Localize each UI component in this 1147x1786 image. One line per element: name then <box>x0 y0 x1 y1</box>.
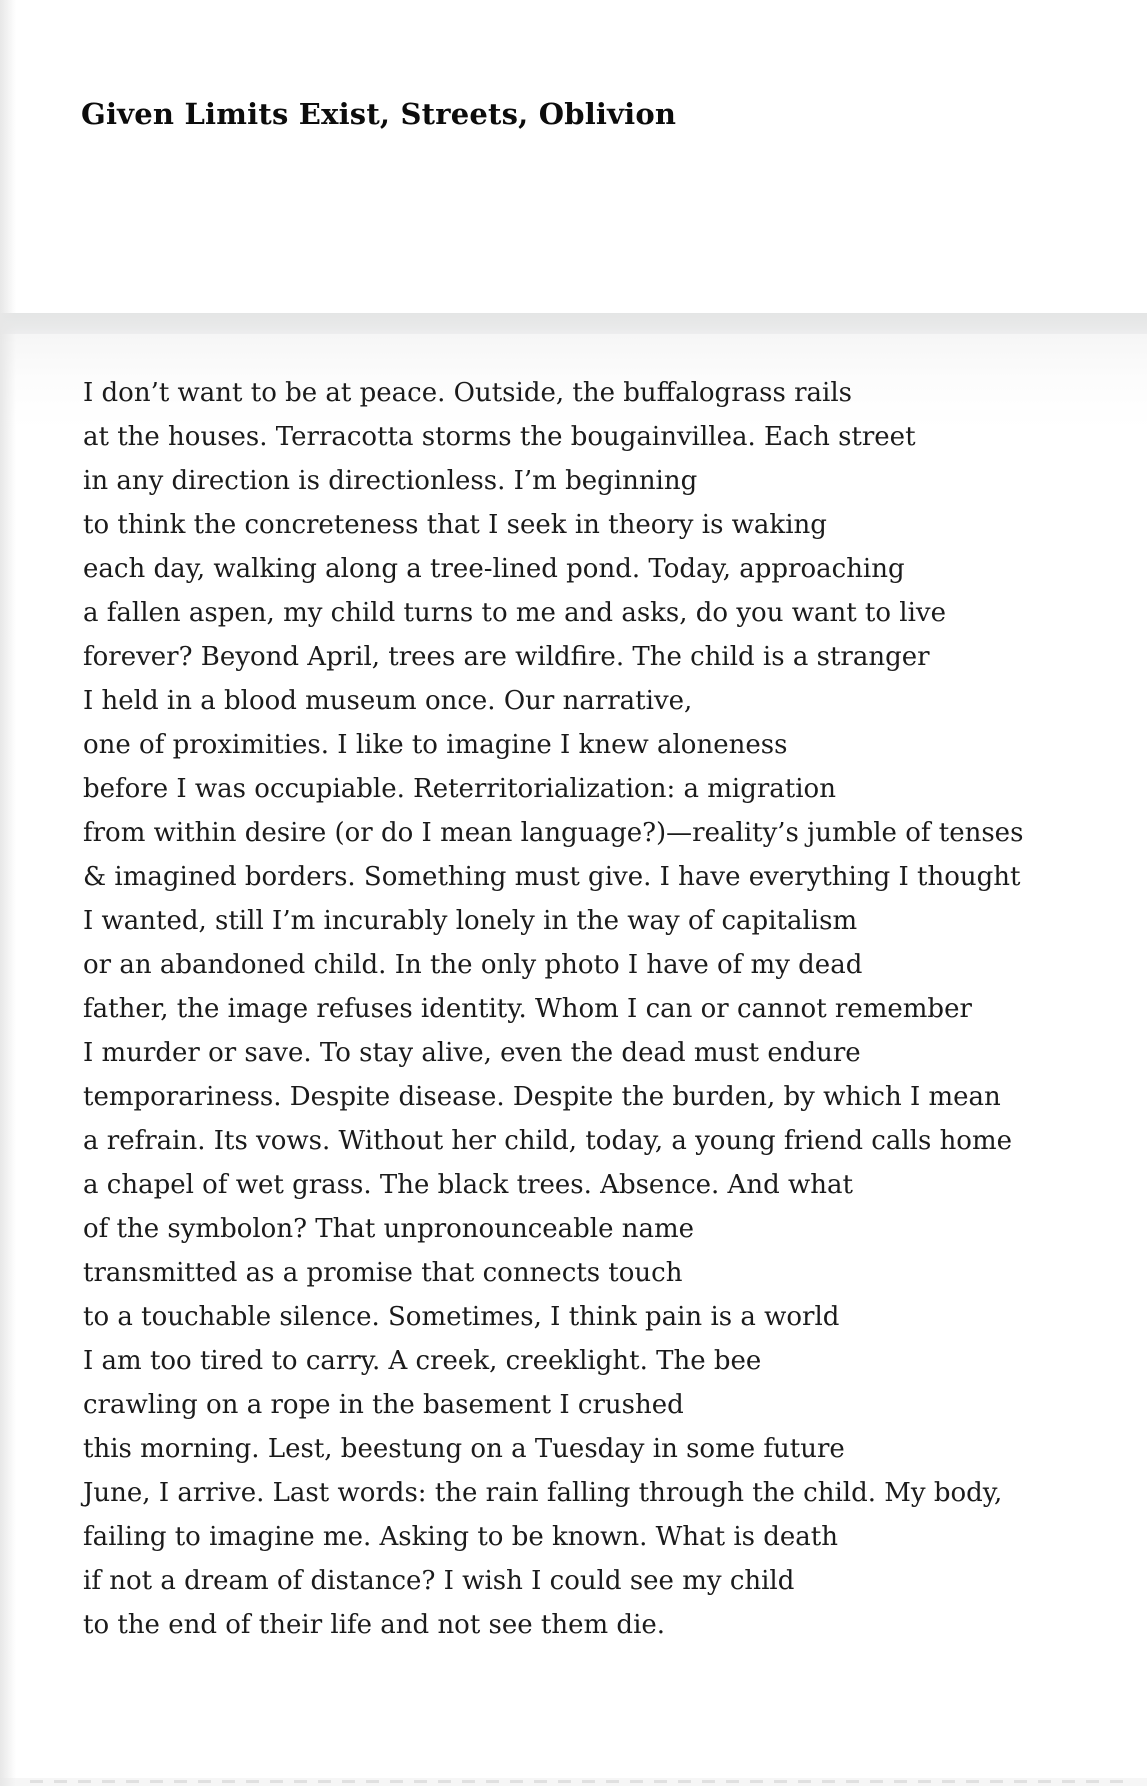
poem-line: I held in a blood museum once. Our narrative, <box>83 686 693 716</box>
poem-title: Given Limits Exist, Streets, Oblivion <box>81 97 677 131</box>
poem-line: a refrain. Its vows. Without her child, today, a young friend calls home <box>83 1126 1013 1156</box>
poem-line: in any direction is directionless. I’m beginning <box>83 466 698 496</box>
poem-line: failing to imagine me. Asking to be known. What is death <box>83 1522 839 1552</box>
poem-line: of the symbolon? That unpronounceable name <box>83 1214 695 1244</box>
poem-line: one of proximities. I like to imagine I knew aloneness <box>83 730 788 760</box>
poem-line: I am too tired to carry. A creek, creeklight. The bee <box>83 1346 762 1376</box>
poem-line: each day, walking along a tree-lined pond. Today, approaching <box>83 554 905 584</box>
title-section <box>0 0 1147 313</box>
cutoff-text-sliver <box>30 1780 1127 1783</box>
poem-line: to a touchable silence. Sometimes, I think pain is a world <box>83 1302 840 1332</box>
poem-line: if not a dream of distance? I wish I could see my child <box>83 1566 795 1596</box>
poem-line: I don’t want to be at peace. Outside, the buffalograss rails <box>83 378 852 408</box>
poem-line: & imagined borders. Something must give. I have everything I thought <box>83 862 1021 892</box>
poem-line: transmitted as a promise that connects touch <box>83 1258 683 1288</box>
section-separator <box>0 313 1147 334</box>
poem-line: father, the image refuses identity. Whom I can or cannot remember <box>83 994 972 1024</box>
poem-line: I murder or save. To stay alive, even the dead must endure <box>83 1038 861 1068</box>
next-section-edge <box>0 1778 1147 1786</box>
poem-line: June, I arrive. Last words: the rain falling through the child. My body, <box>83 1478 1003 1508</box>
poem-text <box>83 371 1117 1647</box>
poem-line: before I was occupiable. Reterritorialization: a migration <box>83 774 836 804</box>
poem-line: from within desire (or do I mean language?)—reality’s jumble of tenses <box>83 818 1024 848</box>
poem-line: at the houses. Terracotta storms the bougainvillea. Each street <box>83 422 916 452</box>
poem-line: temporariness. Despite disease. Despite the burden, by which I mean <box>83 1082 1001 1112</box>
poem-line: a chapel of wet grass. The black trees. Absence. And what <box>83 1170 853 1200</box>
poem-section <box>0 334 1147 1778</box>
poem-line: or an abandoned child. In the only photo I have of my dead <box>83 950 863 980</box>
poem-line: forever? Beyond April, trees are wildfire. The child is a stranger <box>83 642 930 672</box>
poem-line: to the end of their life and not see them die. <box>83 1610 666 1640</box>
poem-line: to think the concreteness that I seek in theory is waking <box>83 510 827 540</box>
poem-line: crawling on a rope in the basement I crushed <box>83 1390 684 1420</box>
poem-line: I wanted, still I’m incurably lonely in the way of capitalism <box>83 906 858 936</box>
poem-line: a fallen aspen, my child turns to me and asks, do you want to live <box>83 598 946 628</box>
poem-line: this morning. Lest, beestung on a Tuesday in some future <box>83 1434 845 1464</box>
